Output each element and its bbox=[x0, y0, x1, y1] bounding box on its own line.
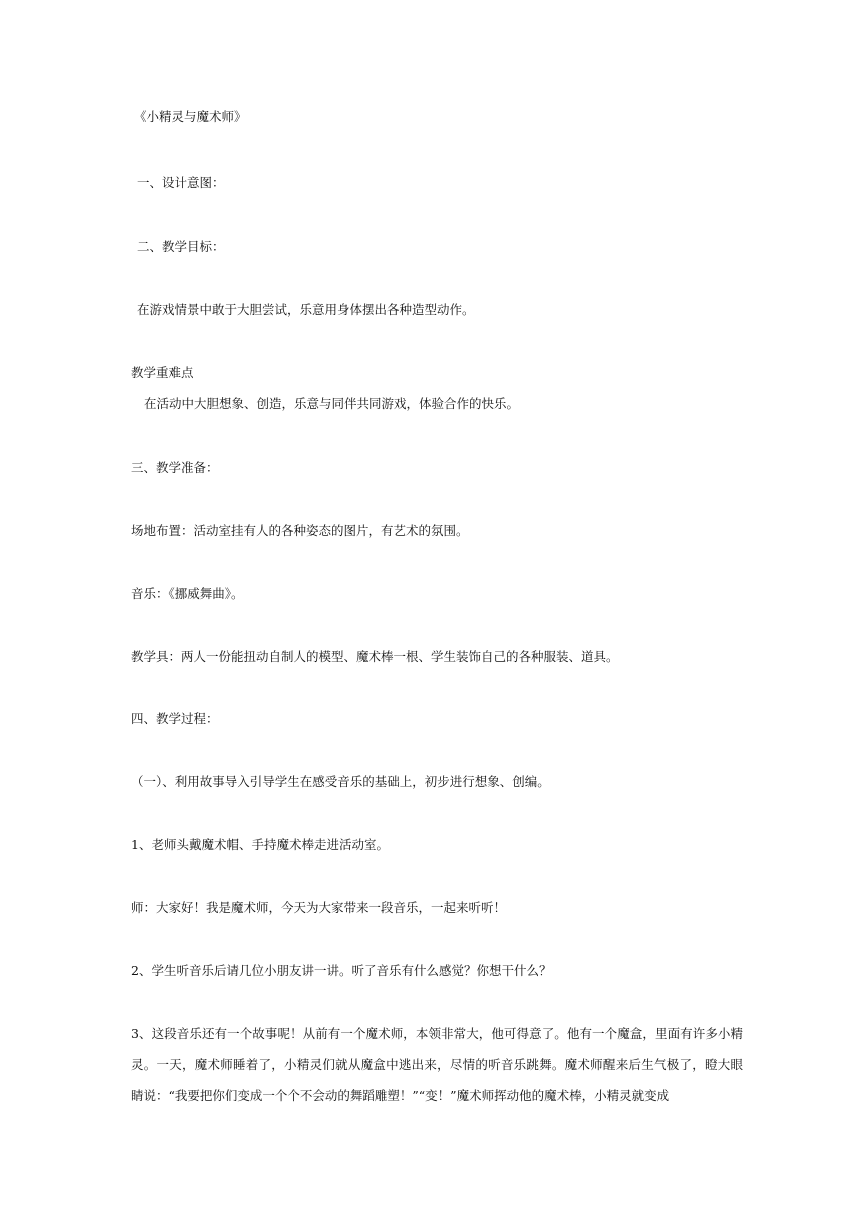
goal-text: 在游戏情景中敢于大胆尝试，乐意用身体摆出各种造型动作。 bbox=[137, 302, 475, 317]
teacher-line-text: 师：大家好！我是魔术师，今天为大家带来一段音乐，一起来听听！ bbox=[131, 900, 507, 915]
prep-music-text: 音乐：《挪威舞曲》。 bbox=[131, 586, 244, 601]
prep-tools-text: 教学具：两人一份能扭动自制人的模型、魔术棒一根、学生装饰自己的各种服装、道具。 bbox=[131, 649, 619, 664]
difficulty-text: 在活动中大胆想象、创造，乐意与同伴共同游戏，体验合作的快乐。 bbox=[144, 396, 520, 411]
section-heading-goals: 二、教学目标： bbox=[137, 239, 225, 254]
step1-text: 1、老师头戴魔术帽、手持魔术棒走进活动室。 bbox=[131, 837, 389, 852]
section-heading-design-intent: 一、设计意图： bbox=[137, 175, 225, 190]
step3-paragraph: 3、这段音乐还有一个故事呢！从前有一个魔术师，本领非常大，他可得意了。他有一个魔盒，里面有许多小精灵。一天，魔术师睡着了，小精灵们就从魔盒中逃出来，尽情的听音乐跳舞。魔术师醒来后生气极了，瞪大眼睛说：“我要把你们变成一个个不会动的舞蹈雕塑！”“变！”魔术师挥动他的魔术棒，小精灵就变成 bbox=[131, 1026, 743, 1103]
section-heading-process: 四、教学过程： bbox=[131, 711, 219, 726]
difficulty-heading: 教学重难点 bbox=[131, 365, 194, 380]
process-part1-text: （一）、利用故事导入引导学生在感受音乐的基础上，初步进行想象、创编。 bbox=[131, 774, 550, 789]
document-title: 《小精灵与魔术师》 bbox=[134, 109, 247, 124]
step2-text: 2、学生听音乐后请几位小朋友讲一讲。听了音乐有什么感觉？你想干什么？ bbox=[131, 963, 552, 978]
prep-venue-text: 场地布置：活动室挂有人的各种姿态的图片，有艺术的氛围。 bbox=[131, 523, 469, 538]
section-heading-preparation: 三、教学准备： bbox=[131, 460, 219, 475]
